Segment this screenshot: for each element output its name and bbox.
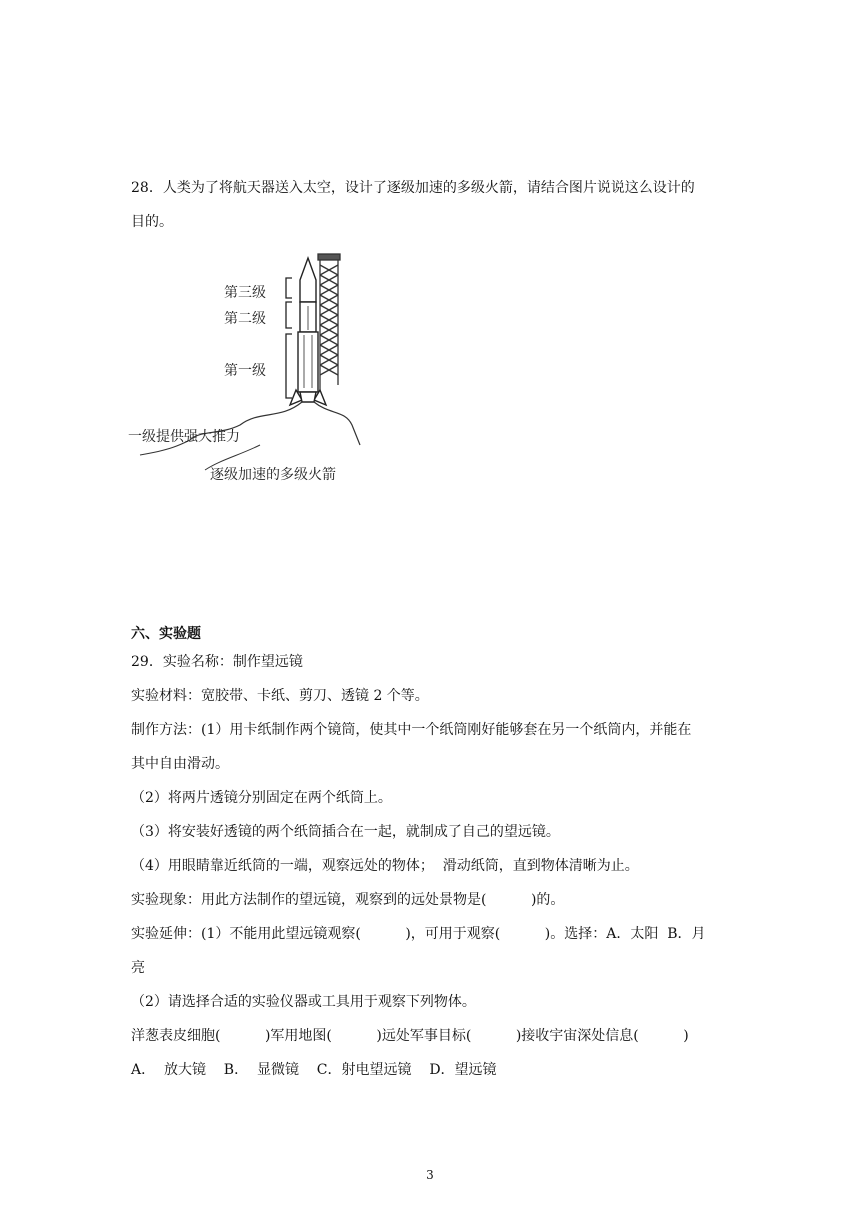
q29-line: （2）请选择合适的实验仪器或工具用于观察下列物体。 xyxy=(131,994,476,1010)
q29-line: 制作方法：(1）用卡纸制作两个镜筒，使其中一个纸筒刚好能够套在另一个纸筒内，并能在 xyxy=(131,722,692,738)
q29-line: 实验现象：用此方法制作的望远镜，观察到的远处景物是( )的。 xyxy=(131,892,565,908)
q29-line: （4）用眼睛靠近纸筒的一端，观察远处的物体； 滑动纸筒，直到物体清晰为止。 xyxy=(131,858,639,874)
question-28-line2: 目的。 xyxy=(131,214,173,230)
page-number: 3 xyxy=(426,1168,434,1182)
q29-line: （2）将两片透镜分别固定在两个纸筒上。 xyxy=(131,790,392,806)
q29-line: 洋葱表皮细胞( )军用地图( )远处军事目标( )接收宇宙深处信息( ) xyxy=(131,1028,689,1044)
question-28-line1: 28．人类为了将航天器送入太空，设计了逐级加速的多级火箭，请结合图片说说这么设计的 xyxy=(131,180,695,196)
q29-line: （3）将安装好透镜的两个纸筒插合在一起，就制成了自己的望远镜。 xyxy=(131,824,560,840)
q29-line: 其中自由滑动。 xyxy=(131,756,229,772)
rocket-figure xyxy=(120,240,380,490)
figure-caption: 逐级加速的多级火箭 xyxy=(210,467,336,483)
thrust-label: 一级提供强大推力 xyxy=(128,429,240,445)
stage3-label: 第三级 xyxy=(224,285,266,301)
stage1-label: 第一级 xyxy=(224,363,266,379)
q29-line: 实验材料：宽胶带、卡纸、剪刀、透镜 2 个等。 xyxy=(131,688,429,704)
q29-line: 亮 xyxy=(131,960,145,976)
stage2-label: 第二级 xyxy=(224,311,266,327)
q29-options: A． 放大镜 B． 显微镜 C．射电望远镜 D．望远镜 xyxy=(131,1062,497,1078)
q29-line: 29．实验名称：制作望远镜 xyxy=(131,654,303,670)
section-heading: 六、实验题 xyxy=(131,626,201,642)
q29-line: 实验延伸：(1）不能用此望远镜观察( )，可用于观察( )。选择：A．太阳 B．月 xyxy=(131,926,706,942)
